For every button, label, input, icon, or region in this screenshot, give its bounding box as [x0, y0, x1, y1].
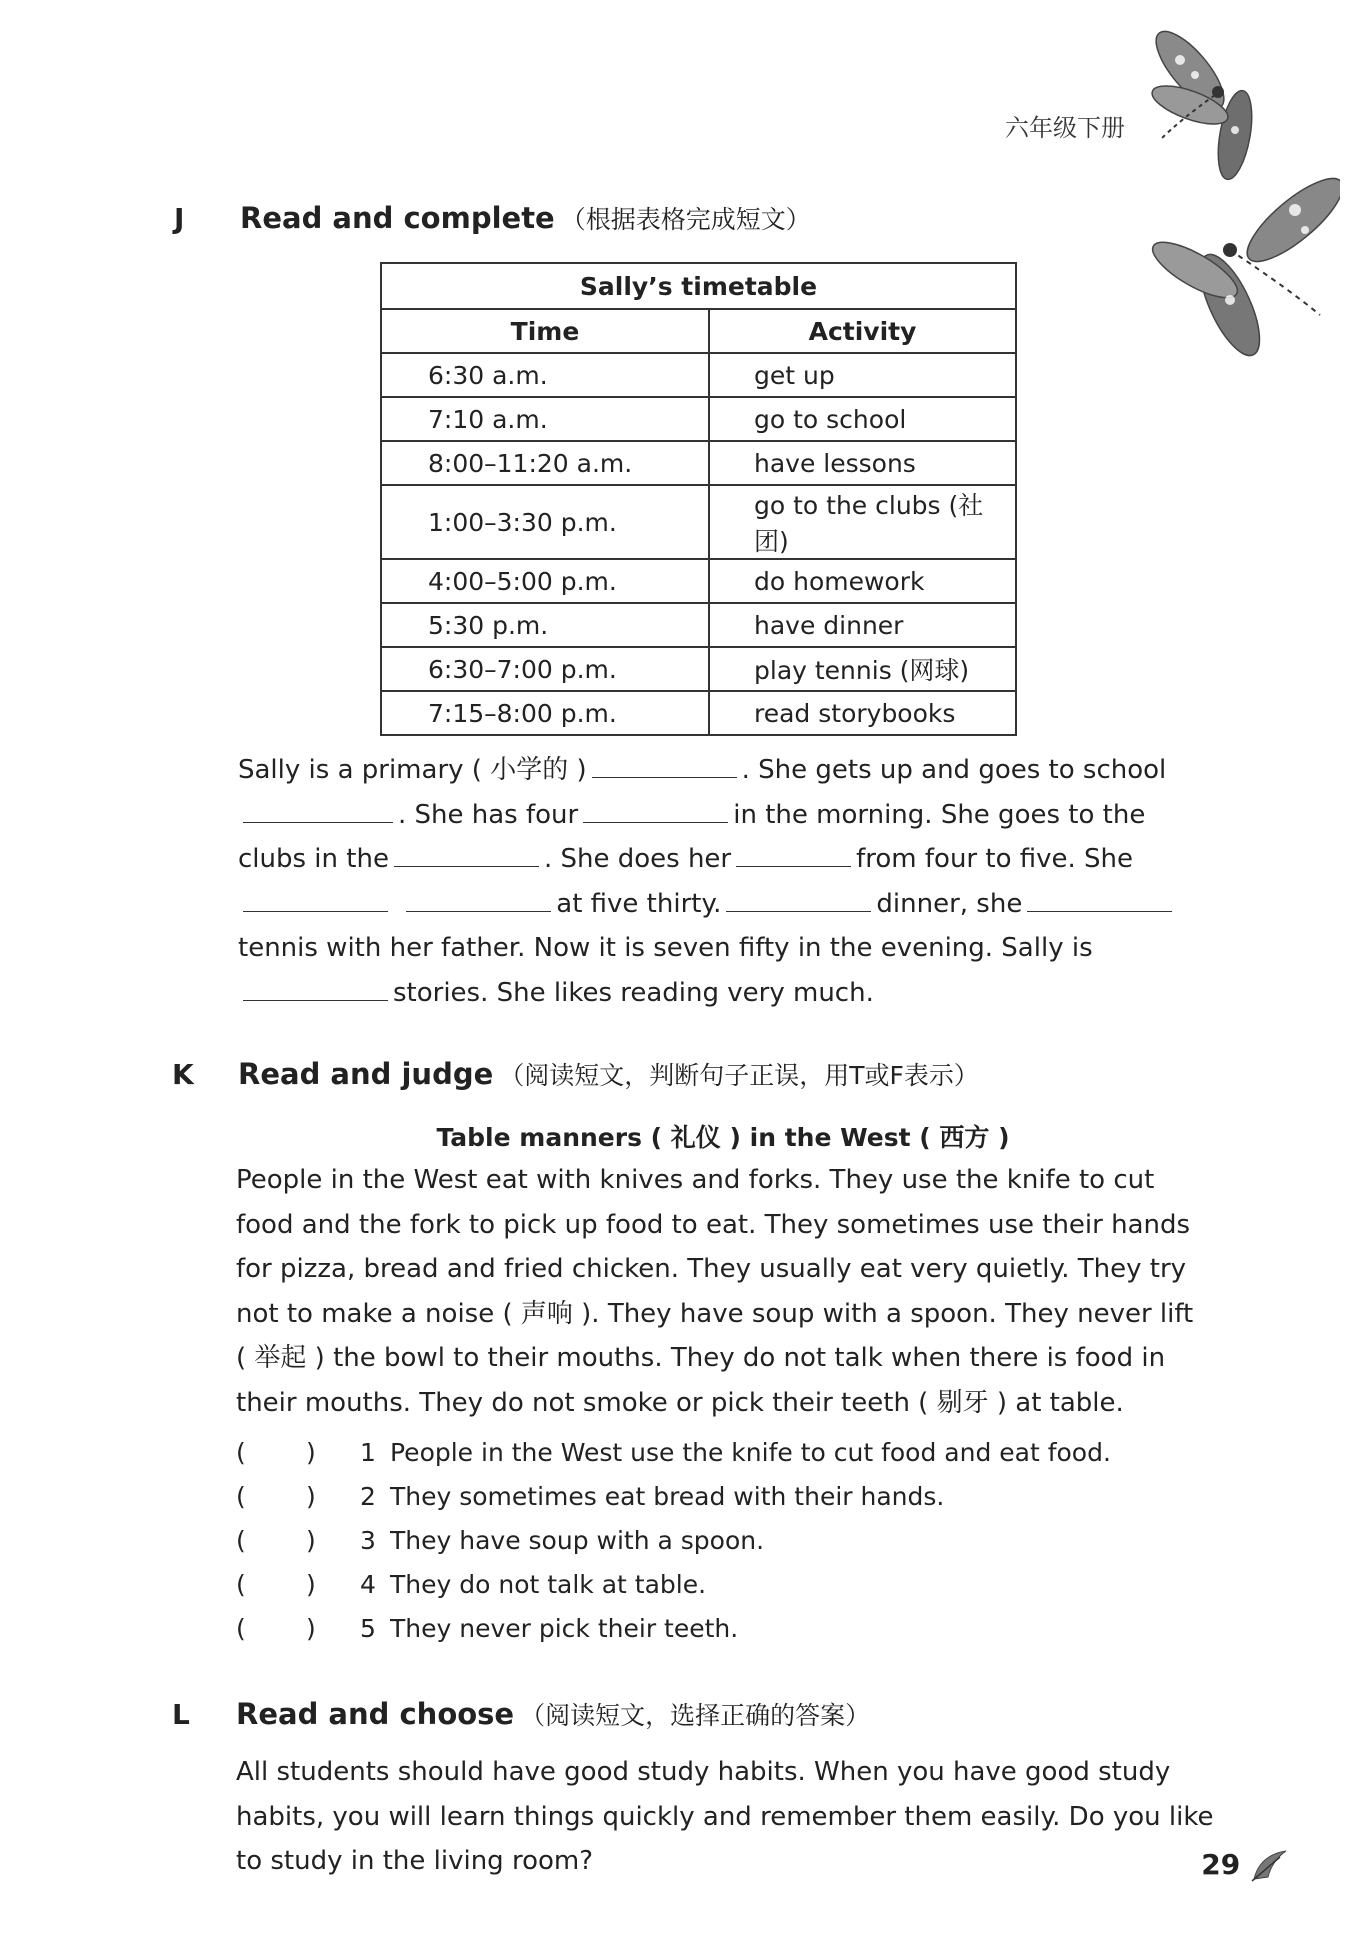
passage-text: . She does her [543, 844, 732, 874]
passage-text: . She has four [398, 799, 579, 830]
question-text: They sometimes eat bread with their hands. [390, 1482, 945, 1511]
answer-blank[interactable] [583, 796, 728, 823]
table-cell-activity: get up [709, 353, 1016, 397]
answer-blank[interactable] [1027, 885, 1172, 912]
table-cell-time: 8:00–11:20 a.m. [381, 441, 709, 485]
section-k-letter: K [172, 1058, 194, 1091]
answer-paren-open[interactable]: ( [236, 1526, 246, 1555]
answer-paren-close: ) [306, 1482, 316, 1511]
table-cell-time: 4:00–5:00 p.m. [381, 559, 709, 603]
answer-blank[interactable] [394, 840, 539, 867]
table-row [381, 397, 1016, 441]
list-item [236, 1482, 1111, 1526]
answer-paren-close: ) [306, 1614, 316, 1643]
passage-text: Sally is a primary ( 小学的 ) [238, 755, 587, 785]
answer-blank[interactable] [243, 885, 388, 912]
table-cell-time: 5:30 p.m. [381, 603, 709, 647]
table-cell-activity: read storybooks [709, 691, 1016, 735]
table-cell-activity: have lessons [709, 441, 1016, 485]
judge-questions [236, 1438, 1111, 1658]
question-text: They never pick their teeth. [390, 1614, 739, 1643]
answer-paren-open[interactable]: ( [236, 1614, 246, 1643]
timetable-header-activity: Activity [709, 309, 1016, 353]
page-number-text: 29 [1201, 1848, 1241, 1881]
section-j-title-en: Read and complete [240, 201, 555, 235]
list-item [236, 1526, 1111, 1570]
table-cell-activity: have dinner [709, 603, 1016, 647]
section-l-title-cn: （阅读短文，选择正确的答案） [520, 1701, 871, 1730]
table-cell-time: 7:15–8:00 p.m. [381, 691, 709, 735]
section-k-title [238, 1056, 979, 1092]
answer-blank[interactable] [736, 840, 851, 867]
table-row [381, 485, 1016, 559]
table-cell-time: 6:30–7:00 p.m. [381, 647, 709, 691]
list-item [236, 1438, 1111, 1482]
dragonfly-icon [1120, 20, 1340, 380]
table-cell-time: 6:30 a.m. [381, 353, 709, 397]
section-k-title-cn: （阅读短文，判断句子正误，用T或F表示） [499, 1061, 979, 1090]
timetable-caption: Sally’s timetable [381, 263, 1016, 309]
question-number: 2 [360, 1482, 376, 1511]
section-l-letter: L [172, 1698, 190, 1731]
passage-text: from four to five. She [856, 844, 1134, 874]
passage-text: stories. She likes reading very much. [393, 977, 874, 1008]
section-l-title-en: Read and choose [236, 1697, 515, 1731]
table-row [381, 559, 1016, 603]
table-cell-activity: go to the clubs (社团) [709, 485, 1016, 559]
question-text: They do not talk at table. [390, 1570, 707, 1599]
section-j-passage [238, 748, 1208, 1015]
table-row [381, 647, 1016, 691]
page-number [1201, 1848, 1290, 1883]
timetable-header-time: Time [381, 309, 709, 353]
question-number: 5 [360, 1614, 376, 1643]
table-cell-time: 1:00–3:30 p.m. [381, 485, 709, 559]
section-l-passage: All students should have good study habits. When you have good study habits, you will learn things quickly and remember them easily. Do you like to study in the living room? [236, 1757, 1214, 1876]
passage-text: at five thirty. [556, 888, 722, 919]
list-item [236, 1614, 1111, 1658]
leaf-icon [1250, 1849, 1290, 1883]
section-j-title [240, 200, 811, 236]
section-k-passage: People in the West eat with knives and forks. They use the knife to cut food and the fork to pick up food to eat. They sometimes use their hands for pizza, bread and fried chicken. They usually eat very quietly. They try not to make a noise ( 声响 ). They have soup with a spoon. They never lift ( 举起 ) the bowl to their mouths. They do not talk when there is food in their mouths. They do not smoke or pick their teeth ( 剔牙 ) at table. [236, 1165, 1194, 1418]
table-row [381, 603, 1016, 647]
passage-text: . She gets up and goes to school [741, 755, 1167, 785]
answer-paren-close: ) [306, 1526, 316, 1555]
question-number: 1 [360, 1438, 376, 1467]
section-k-title-en: Read and judge [238, 1057, 494, 1091]
answer-paren-open[interactable]: ( [236, 1570, 246, 1599]
answer-paren-close: ) [306, 1570, 316, 1599]
passage-title: Table manners ( 礼仪 ) in the West ( 西方 ) [436, 1123, 1010, 1152]
question-text: They have soup with a spoon. [390, 1526, 765, 1555]
table-cell-activity: go to school [709, 397, 1016, 441]
answer-paren-close: ) [306, 1438, 316, 1467]
question-number: 3 [360, 1526, 376, 1555]
table-row [381, 353, 1016, 397]
list-item [236, 1570, 1111, 1614]
table-cell-activity: play tennis (网球) [709, 647, 1016, 691]
table-row [381, 441, 1016, 485]
answer-blank[interactable] [243, 974, 388, 1001]
table-cell-time: 7:10 a.m. [381, 397, 709, 441]
passage-text: dinner, she [876, 888, 1023, 919]
answer-blank[interactable] [592, 751, 737, 778]
table-cell-activity: do homework [709, 559, 1016, 603]
answer-blank[interactable] [726, 885, 871, 912]
answer-paren-open[interactable]: ( [236, 1482, 246, 1511]
passage-text: tennis with her father. Now it is seven fifty in the evening. Sally is [238, 933, 1093, 963]
question-text: People in the West use the knife to cut food and eat food. [390, 1438, 1111, 1467]
table-row [381, 691, 1016, 735]
section-j-letter: J [174, 202, 185, 235]
section-l-title [236, 1696, 870, 1732]
section-j-title-cn: （根据表格完成短文） [560, 205, 811, 234]
question-number: 4 [360, 1570, 376, 1599]
passage-text: in the morning. She goes to the clubs in the [238, 799, 1146, 874]
grade-label: 六年级下册 [1005, 114, 1125, 142]
answer-blank[interactable] [243, 796, 393, 823]
timetable [380, 262, 1017, 736]
answer-paren-open[interactable]: ( [236, 1438, 246, 1467]
answer-blank[interactable] [406, 885, 551, 912]
